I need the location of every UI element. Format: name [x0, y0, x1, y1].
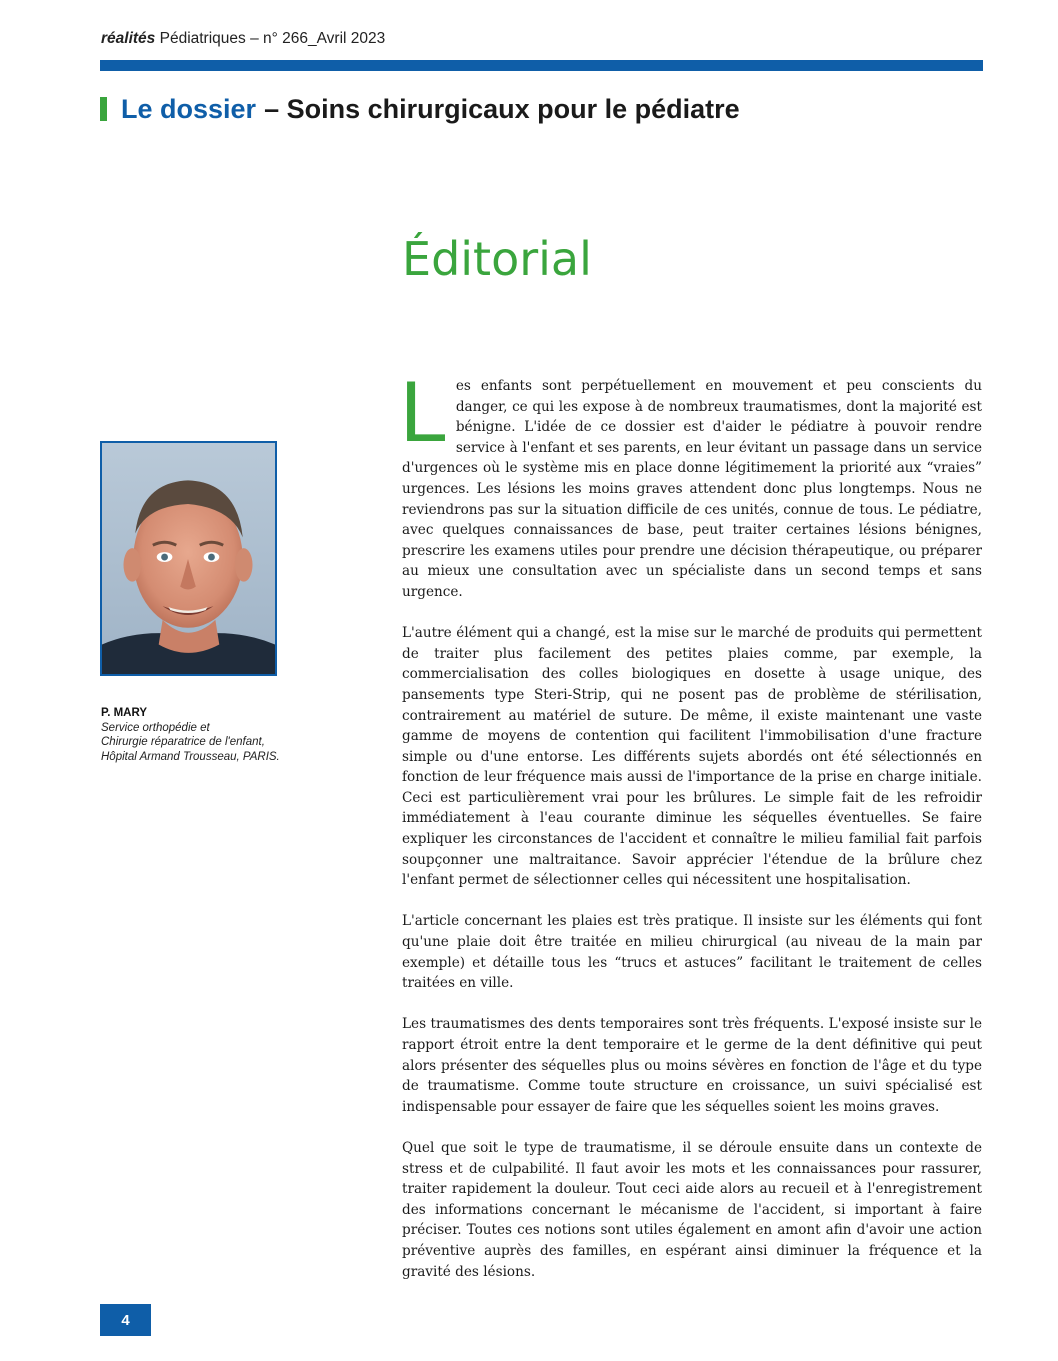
author-name: P. MARY: [101, 707, 148, 719]
running-head: [101, 30, 385, 48]
rubric: [100, 92, 740, 126]
paragraph: L'article concernant les plaies est très pratique. Il insiste sur les éléments qui font qu'une plaie doit être traitée en milieu chirurgical (au niveau de la main par exemple) et détaille tous les “trucs et astuces” facilitant le traitement de celles traitées en ville.: [402, 913, 982, 992]
author-affiliation-line: Hôpital Armand Trousseau, PARIS.: [101, 750, 280, 763]
page-number: 4: [100, 1304, 151, 1336]
author-portrait-image: [102, 443, 275, 674]
paragraph: Les traumatismes des dents temporaires sont très fréquents. L'exposé insiste sur le rapport étroit entre la dent temporaire et le germe de la dent définitive qui peut alors présenter des séquelles plus ou moins sévères en fonction de l'âge et du type de traumatisme. Comme toute structure en croissance, un suivi spécialisé est indispensable pour essayer de faire que les séquelles soient les moins graves.: [402, 1016, 982, 1115]
page-title: Éditorial: [402, 232, 592, 286]
paragraph-text: es enfants sont perpétuellement en mouvement et peu conscients du danger, ce qui les expose à de nombreux traumatismes, dont la majorité est bénigne. L'idée de ce dossier est d'aider le pédiatre à pouvoir rendre service à l'enfant et ses parents, en leur évitant un passage dans un service d'urgences où le système mis en place donne légitimement la priorité aux “vraies” urgences. Les lésions les moins graves attendent donc plus longtemps. Nous ne reviendrons pas sur la situation difficile de ces unités, connue de tous. Le pédiatre, avec quelques connaissances de base, peut traiter certaines lésions bénignes, prescrire les examens utiles pour prendre une décision thérapeutique, ou préparer au mieux une consultation avec un spécialiste dans un second temps et sans urgence.: [402, 378, 982, 600]
paragraph: L'autre élément qui a changé, est la mise sur le marché de produits qui permettent de traiter plus facilement des petites plaies comme, par exemple, la commercialisation des colles biologiques en dosette à usage unique, des pansements type Steri-Strip, qui ne posent pas de problème de stérilisation, contrairement au matériel de suture. De même, il existe maintenant une vaste gamme de moyens de contention qui facilitent l'immobilisation d'une fracture simple ou d'une entorse. Les différents sujets abordés ont été sélectionnés en fonction de leur fréquence mais aussi de l'importance de la prise en charge initiale. Ceci est particulièrement vrai pour les brûlures. Le simple fait de les refroidir immédiatement à l'eau courante diminue les séquelles éventuelles. Se faire expliquer les circonstances de l'accident et connaître le milieu familial fait parfois soupçonner une maltraitance. Savoir apprécier l'étendue de la brûlure chez l'enfant permet de sélectionner celles qui nécessitent une hospitalisation.: [402, 625, 982, 889]
article-body: [400, 364, 982, 1303]
header-rule: [100, 60, 983, 71]
journal-name: réalités: [101, 30, 156, 47]
author-affiliation-line: Service orthopédie et: [101, 721, 210, 734]
paragraph: Quel que soit le type de traumatisme, il se déroule ensuite dans un contexte de stress et de culpabilité. Il faut avoir les mots et les connaissances pour rassurer, traiter rapidement la douleur. Tout ceci aide alors au recueil et à l'enregistrement des informations concernant le mécanisme de l'accident, si important à faire préciser. Toutes ces notions sont utiles également en amont afin d'avoir une action préventive auprès des familles, en espérant ainsi diminuer la fréquence et la gravité des lésions.: [402, 1139, 982, 1280]
author-photo: [100, 441, 277, 676]
rubric-section: Le dossier: [121, 93, 257, 124]
rubric-marker: [100, 97, 107, 121]
drop-cap: L: [400, 364, 448, 460]
rubric-title: – Soins chirurgicaux pour le pédiatre: [264, 93, 740, 124]
paragraph: [400, 364, 982, 603]
author-block: [101, 706, 341, 764]
author-affiliation-line: Chirurgie réparatrice de l'enfant,: [101, 736, 265, 748]
issue-info: Pédiatriques – n° 266_Avril 2023: [159, 30, 386, 47]
